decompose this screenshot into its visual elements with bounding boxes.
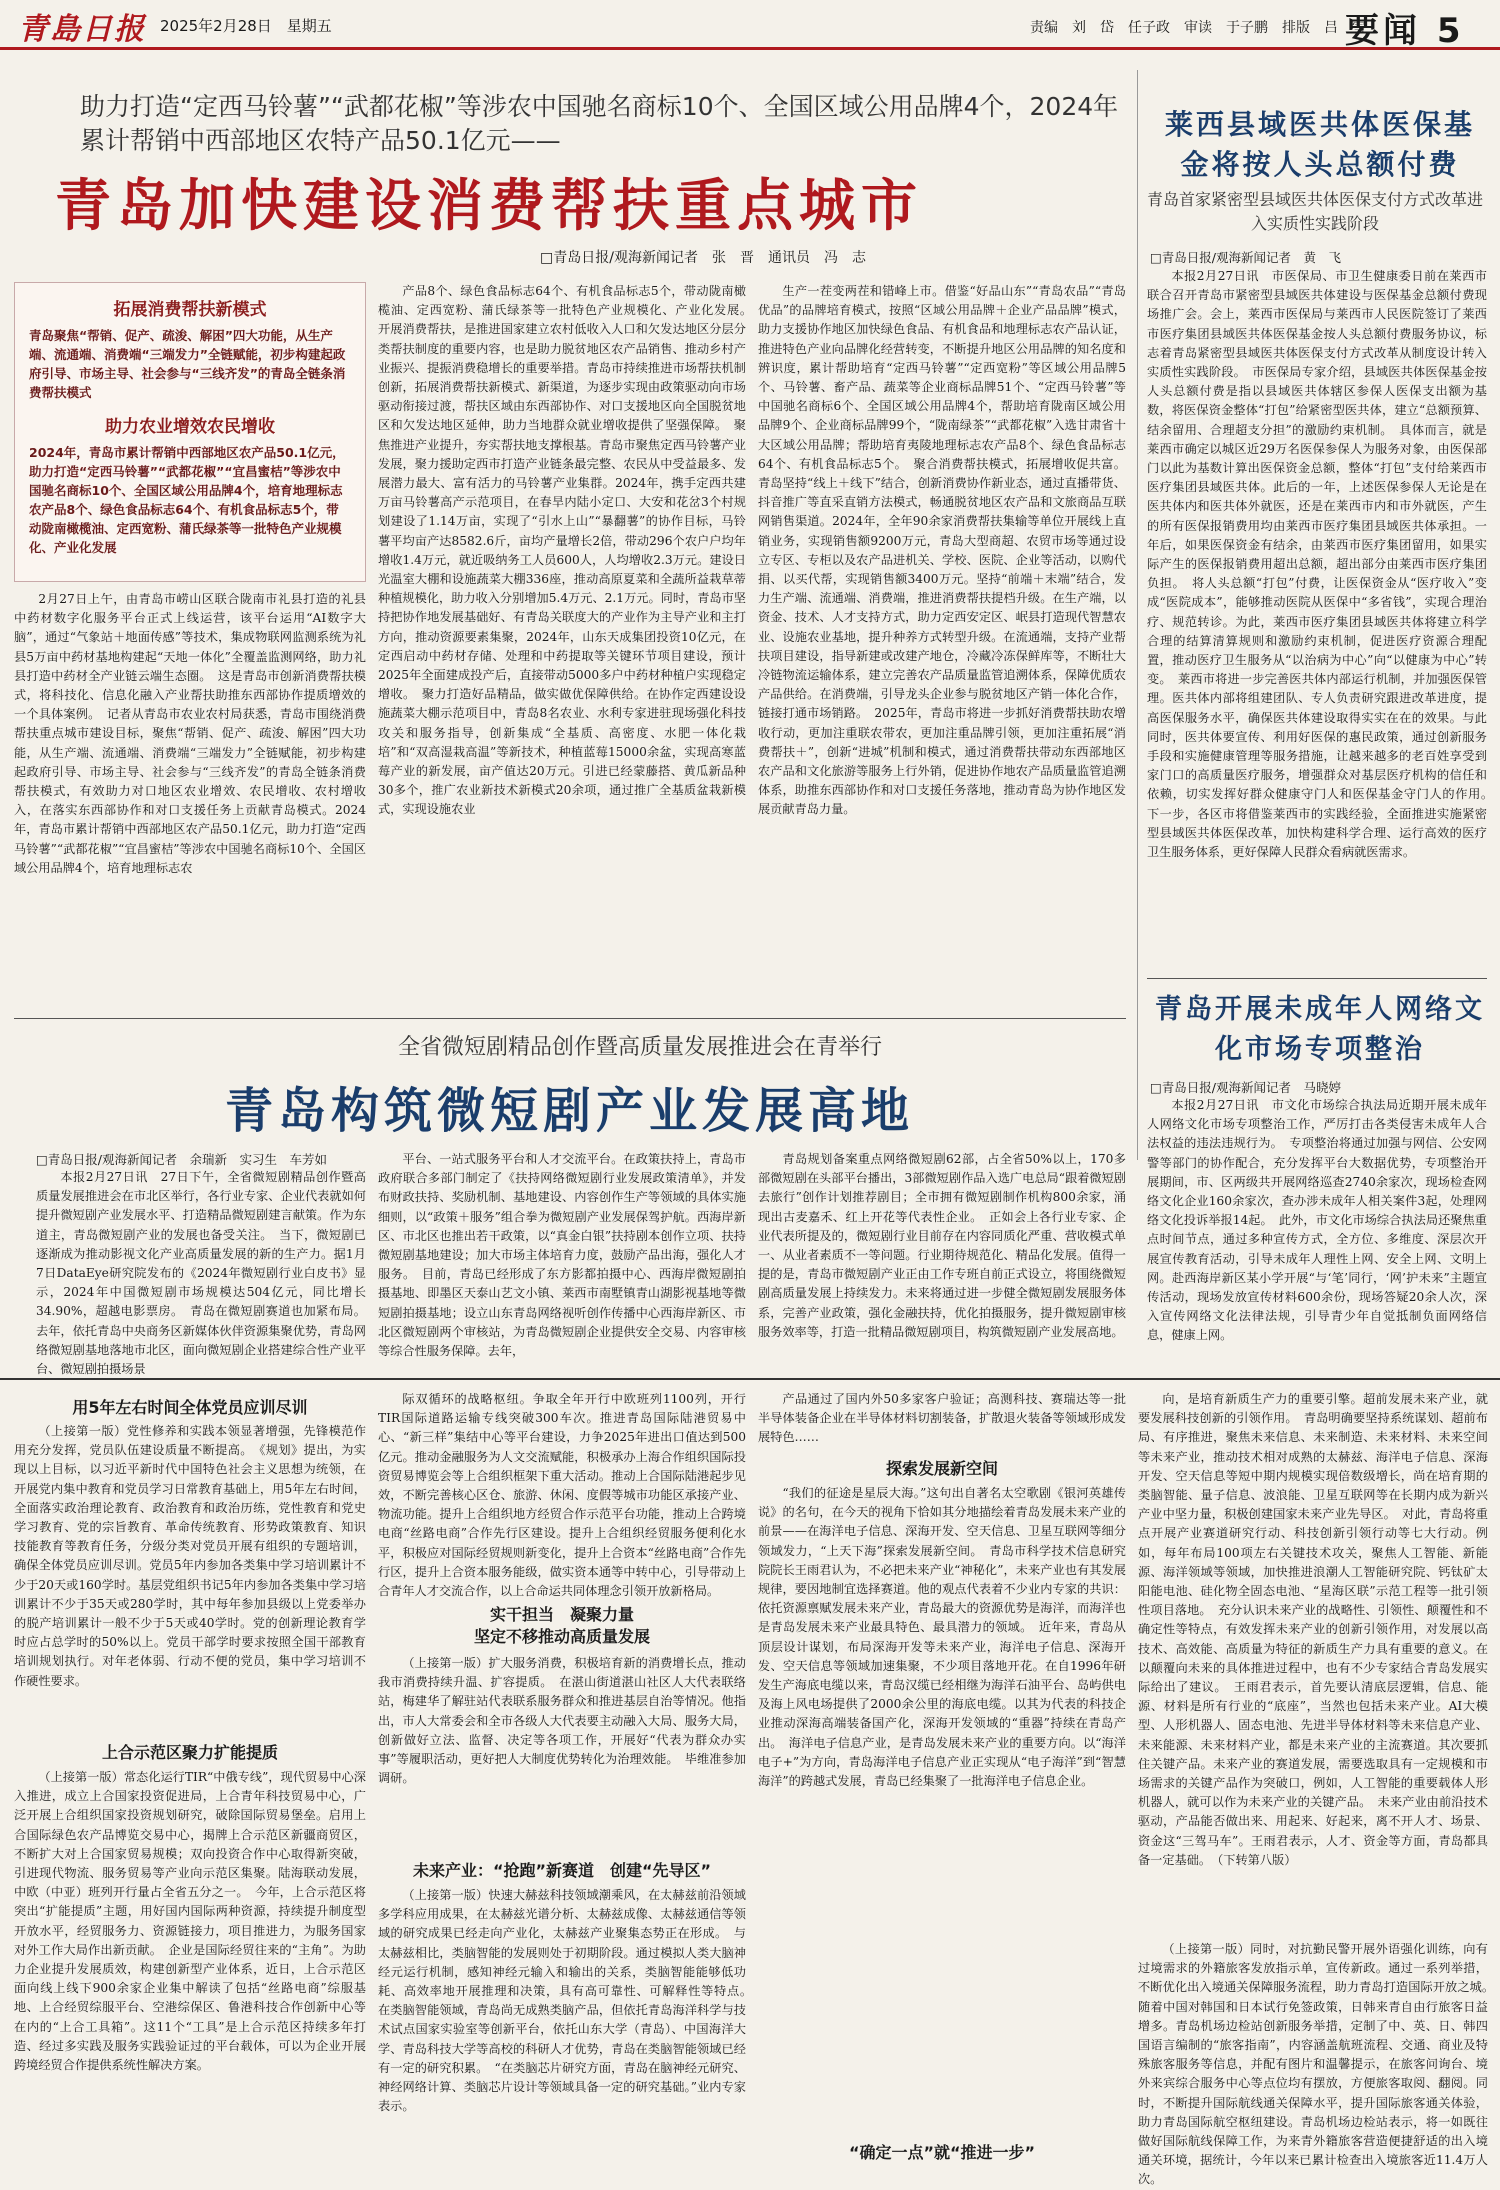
bottom-d-body: 向，是培育新质生产力的重要引擎。超前发展未来产业，就要发展科技创新的引领作用。 青岛明确要坚持系统谋划、超前布局、有序推进，聚焦未来信息、未来制造、未来材料、未来空间等未来产业，推动技术相对成熟的太赫兹、海洋电子信息、深海开发、空天信息等短中期内规模实现倍数级增长，尚在培育期的类脑智能、量子信息、波浪能、卫星互联网等在长期内成为新兴产业中坚力量，积极创建国家未来产业先导区。 对此，青岛将重点开展产业赛道研究行动、科技创新引领行动等七大行动。例如，每年布局100项左右关键技术攻关，聚焦人工智能、新能源、海洋领域等领域，加快推进浪潮人工智能研究院、钙钛矿太阳能电池、硅化物全固态电池、“星海区联”示范工程等一批引领性项目落地。 充分认识未来产业的战略性、引领性、颠覆性和不确定性等特点，有效发挥未来产业的创新引领作用，对发展以高技术、高效能、高质量为特征的新质生产力具有重要的意义。在以颠覆向未来的具体推进过程中，也有不少专家结合青岛发展实际给出了建议。 王雨君表示，首先要认清底层逻辑，信息、能源、材料是所有行业的“底座”，当然也包括未来产业。AI大模型、人形机器人、固态电池、先进半导体材料等未来信息产业、未来能源、未来材料产业，都是未来产业的主流赛道。其次要抓住关键产品。未来产业的赛道发展，需要选取具有一定规模和市场需求的关键产品作为突破口，例如，人工智能的重要载体人形机器人，就可以作为未来产业的关键产品。 未来产业由前沿技术驱动，产品能否做出来、用起来、好起来，离不开人才、场景、资金这“三驾马车”。王雨君表示，人才、资金等方面，青岛都具备一定基础。 （下转第八版） <box>1138 1392 1488 1867</box>
summary-text-1: 青岛聚焦“帮销、促产、疏浚、解困”四大功能，从生产端、流通端、消费端“三端发力”全链赋能，初步构建起政府引导、市场主导、社会参与“三线齐发”的青岛全链条消费帮扶模式 <box>29 328 346 400</box>
story2-byline: □青岛日报/观海新闻记者 余瑞新 实习生 车芳如 <box>36 1152 328 1167</box>
bottom-b-body-2: （上接第一版）扩大服务消费，积极培育新的消费增长点，推动我市消费持续升温、扩容提质。 在湛山街道湛山社区人大代表联络站，梅建华了解驻站代表联系服务群众和推进基层自治等情况。他指出，市人大常委会和全市各级人大代表要主动融入大局、服务大局，创新做好立法、监督、决定等各项工作，开展好“代表为群众办实事”等履职活动，更好把人大制度优势转化为治理效能。 毕维准参加调研。 <box>378 1656 746 1786</box>
bottom-a-title-2: 上合示范区聚力扩能提质 <box>101 1743 278 1762</box>
lead-column-3: 生产一茬变两茬和错峰上市。借鉴“好品山东”“青岛农品”“青岛优品”的品牌培育模式，按照“区域公用品牌＋企业产品品牌”模式，助力支援协作地区加快绿色食品、有机食品和地理标志农产品认证，推进特色产业向品牌化经营转变，不断提升地区公用品牌的知名度和辨识度，累计帮助培育“定西马铃薯”“定西宽粉”等区域公用品牌5个、马铃薯、畜产品、蔬菜等企业商标品牌51个、“定西马铃薯”等中国驰名商标6个、全国区域公用品牌4个，帮助培育陇南区域公用品牌9个、企业商标品牌99个，“陇南绿茶”“武都花椒”入选甘肃省十大区域公用品牌；帮助培育夷陵地理标志农产品8个、绿色食品标志64个、有机食品标志5个。 聚合消费帮扶模式，拓展增收促共富。青岛坚持“线上＋线下”结合，创新消费协作新业态，通过直播带货、抖音推广等直采直销方法模式，畅通脱贫地区农产品和文旅商品互联网销售渠道。2024年，全年90余家消费帮扶集输等单位开展线上直销业务，实现销售额9200万元，青岛大型商超、农贸市场等通过设立专区、专柜以及农产品进机关、学校、医院、企业等活动，以购代捐、以买代帮，实现销售额3400万元。坚持“前端＋末端”结合，发力生产端、流通端、消费端，推进消费帮扶提档升级。在生产端，以资金、技术、人才支持方式，助力定西安定区、岷县打造现代智慧农业、设施农业基地，提升种养方式转型升级。在流通端，支持产业帮扶项目建设，指导新建或改建产地仓，冷藏冷冻保鲜库等，不断壮大冷链物流运输体系，建立完善农产品质量监管追溯体系，保障优质农产品供给。在消费端，引导龙头企业参与脱贫地区产销一体化合作，链接打通市场销路。 2025年，青岛市将进一步抓好消费帮扶助农增收行动，更加注重联农带农，更加注重品牌引领，更加注重拓展“消费帮扶＋”，创新“进城”机制和模式，通过消费帮扶带动东西部地区农产品和文化旅游等服务上行外销，促进协作地农产品质量监管追溯体系，助推东西部协作和对口支援任务落地，推动青岛为协作地区发展贡献青岛力量。 <box>758 284 1126 817</box>
story2-column-3: 青岛规划备案重点网络微短剧62部，占全省50%以上，170多部微短剧在头部平台播出，3部微短剧作品入选广电总局“跟着微短剧去旅行”创作计划推荐剧目；全市拥有微短剧制作机构800余家，涌现出古麦嘉禾、红上开花等代表性企业。 正如会上各行业专家、企业代表所提及的，微短剧行业目前存在内容同质化严重、营收模式单一、从业者素质不一等问题。行业期待规范化、精品化发展。值得一提的是，青岛市微短剧产业正由工作专班自前正式设立，将围绕微短剧高质量发展上持续发力。未来将通过进一步健全微短剧发展服务体系，完善产业政策，强化金融扶持，优化拍摄服务，提升微短剧审核服务效率等，打造一批精品微短剧项目，构筑微短剧产业发展高地。 <box>758 1152 1126 1339</box>
lead-headline: 青岛加快建设消费帮扶重点城市 <box>55 173 923 239</box>
bottom-b-body-3: （上接第一版）快速大赫兹科技领域潮乘风，在太赫兹前沿领域多学科应用成果，在太赫兹光谱分析、太赫兹成像、太赫兹通信等领域的研究成果已经走向产业化，太赫兹产业聚集态势正在形成。 与太赫兹相比，类脑智能的发展则处于初期阶段。通过模拟人类大脑神经元运行机制，感知神经元输入和输出的关系，类脑智能能够低功耗、高效率地开展推理和决策，具有高可靠性、可解释性等特点。 在类脑智能领域，青岛尚无成熟类脑产品，但依托青岛海洋科学与技术试点国家实验室等创新平台，依托山东大学（青岛）、中国海洋大学、青岛科技大学等高校的科研人才优势，青岛在类脑智能领域已经有一定的研究积累。 “在类脑芯片研究方面，青岛在脑神经元研究、神经网络计算、类脑芯片设计等领域具备一定的研究基础。”业内专家表示。 <box>378 1888 759 2114</box>
divider <box>1147 978 1487 979</box>
story2-headline: 青岛构筑微短剧产业发展高地 <box>225 1083 915 1139</box>
lead-summary-box <box>14 282 366 582</box>
masthead <box>0 0 1500 50</box>
bottom-d-body-2: （上接第一版）同时，对抗勤民警开展外语强化训练，向有过境需求的外籍旅客发放指示单，宣传新政。通过一系列举措，不断优化出入境通关保障服务流程，助力青岛打造国际开放之城。 随着中国对韩国和日本试行免签政策，日韩来青自由行旅客日益增多。青岛机场边检站创新服务举措，定制了中、英、日、韩四国语言编制的“旅客指南”，内容涵盖航班流程、交通、商业及特殊旅客服务等信息，并配有图片和温馨提示，在旅客问询台、境外来宾综合服务中心等点位均有摆放，方便旅客取阅、翻阅。同时，不断提升国际航线通关保障水平，提升国际旅客通关体验，助力青岛国际航空枢纽建设。青岛机场边检站表示，将一如既往做好国际航线保障工作，为来青外籍旅客营造便捷舒适的出入境通关环境，据统计，今年以来已累计检查出入境旅客近11.4万人次。 <box>1138 1942 1500 2187</box>
summary-title-2: 助力农业增效农民增收 <box>105 417 275 437</box>
bottom-c-body-2: “我们的征途是星辰大海。”这句出自著名太空歌剧《银河英雄传说》的名句，在今天的视角下恰如其分地描绘着青岛发展未来产业的前景——在海洋电子信息、深海开发、空天信息、卫星互联网等细分领域发力，“上天下海”探索发展新空间。 青岛市科学技术信息研究院院长王雨君认为，不必把未来产业“神秘化”，未来产业也有其发展规律，要因地制宜选择赛道。他的观点代表着不少业内专家的共识：依托资源禀赋发展未来产业，青岛最大的资源优势是海洋，而海洋也是青岛发展未来产业最具特色、最具潜力的领域。 近年来，青岛从顶层设计谋划，布局深海开发等未来产业，海洋电子信息、深海开发、空天信息等领域加速集聚，不少项目落地开花。在自1996年研发生产海底电缆以来，青岛汉缆已经相继为海洋石油平台、岛屿供电及海上风电场提供了2000余公里的海底电缆。以其为代表的科技企业推动深海高端装备国产化，深海开发领域的“重器”持续在青岛产出。 海洋电子信息产业，是青岛发展未来产业的重要方向。以“海洋电子+”为方向，青岛海洋电子信息产业正实现从“电子海洋”到“智慧海洋”的跨越式发展，青岛已经集聚了一批海洋电子信息企业。 <box>758 1486 1126 1789</box>
issue-date: 2025年2月28日 星期五 <box>160 17 332 35</box>
column-divider <box>1137 70 1138 1160</box>
story2-column-1: 本报2月27日讯 27日下午，全省微短剧精品创作暨高质量发展推进会在市北区举行，各行业专家、企业代表就如何提升微短剧产业发展水平、打造精品微短剧建言献策。作为东道主，青岛微短剧产业的发展也备受关注。 当下，微短剧已逐渐成为推动影视文化产业高质量发展的新的生产力。据1月7日DataEye研究院发布的《2024年微短剧行业白皮书》显示，2024年中国微短剧市场规模达504亿元，同比增长34.90%，超越电影票房。 青岛在微短剧赛道也加紧布局。去年，依托青岛中央商务区新媒体伙伴资源集聚优势，青岛网络微短剧基地落地市北区，面向微短剧企业搭建综合性产业平台、微短剧拍摄场景 <box>36 1170 366 1377</box>
lead-column-1: 2月27日上午，由青岛市崂山区联合陇南市礼县打造的礼县中药材数字化服务平台正式上线运营，该平台运用“AI数字大脑”，通过“气象站＋地面传感”等技术，集成物联网监测系统为礼县5万亩中药材基地构建起“天地一体化”全覆盖监测网络，助力礼县打造中药材全产业链云端生态圈。 这是青岛市创新消费帮扶模式，将科技化、信息化融入产业帮扶助推东西部协作提质增效的一个具体案例。 记者从青岛市农业农村局获悉，青岛市围绕消费帮扶重点城市建设目标，聚焦“帮销、促产、疏浚、解困”四大功能，从生产端、流通端、消费端“三端发力”全链赋能，初步构建起政府引导、市场主导、社会参与“三线齐发”的青岛全链条消费帮扶模式，有效助力对口地区农业增效、农民增收、农村增收入，在落实东西部协作和对口支援任务上贡献青岛模式。2024年，青岛市累计帮销中西部地区农产品50.1亿元，助力打造“定西马铃薯”“武都花椒”“宜昌蜜桔”等涉农中国驰名商标10个、全国区域公用品牌4个，培育地理标志农 <box>14 592 366 875</box>
lead-byline: □青岛日报/观海新闻记者 张 晋 通讯员 冯 志 <box>540 250 866 266</box>
bottom-b-title-2: 未来产业：“抢跑”新赛道 创建“先导区” <box>412 1861 712 1880</box>
bottom-c-body: 产品通过了国内外50多家客户验证；高测科技、赛瑞达等一批半导体装备企业在半导体材料切割装备，扩散退火装备等领域形成发展特色…… <box>758 1392 1126 1445</box>
section-title: 要闻 5 <box>1345 11 1465 51</box>
editors-line: 责编 刘 岱 任子政 审读 于子鹏 排版 吕 雪 <box>1030 20 1366 36</box>
story2-column-2: 平台、一站式服务平台和人才交流平台。在政策扶持上，青岛市政府联合多部门制定了《扶持网络微短剧行业发展政策清单》，并发布财政扶持、奖励机制、基地建设、内容创作生产等领域的具体实施细则，以“政策＋服务”组合拳为微短剧产业发展保驾护航。西海岸新区、市北区也推出若干政策，以“真金白银”扶持剧本创作立项、扶持微短剧基地建设；加大市场主体培育力度，鼓励产品出海，强化人才服务。 目前，青岛已经形成了东方影都拍摄中心、西海岸微短剧拍摄基地、即墨区天泰山艺文小镇、莱西市南墅镇青山湖影视基地等微短剧拍摄基地；设立山东青岛网络视听创作传播中心西海岸新区、市北区微短剧两个审核站，为青岛微短剧企业提供安全交易、内容审核等综合性服务保障。去年， <box>378 1152 746 1359</box>
right-story1-headline: 莱西县域医共体医保基金将按人头总额付费 <box>1164 108 1475 181</box>
right-story2-body: 本报2月27日讯 市文化市场综合执法局近期开展未成年人网络文化市场专项整治工作，严厉打击各类侵害未成年人合法权益的违法违规行为。 专项整治将通过加强与网信、公安网警等部门的协作配合，充分发挥平台大数据优势，专项整治开展期间，市、区两级共开展网络巡查2740余家次，现场检查网络文化企业160余家次，查办涉未成年人相关案件3起，处理网络文化投诉举报14起。 此外，市文化市场综合执法局还聚焦重点时间节点，通过多种宣传方式，全方位、多维度、深层次开展宣传教育活动，引导未成年人理性上网、安全上网、文明上网。赴西海岸新区某小学开展“与‘笔’同行，‘网’护未来”主题宣传活动，现场发放宣传材料600余份，现场答疑20余人次，深入宣传网络文化法律法规，引导青少年自觉抵制负面网络信息，健康上网。 <box>1147 1098 1487 1343</box>
right-story2-byline: □青岛日报/观海新闻记者 马晓婷 <box>1150 1080 1342 1095</box>
story2-kicker: 全省微短剧精品创作暨高质量发展推进会在青举行 <box>397 1035 882 1060</box>
lead-kicker: 助力打造“定西马铃薯”“武都花椒”等涉农中国驰名商标10个、全国区域公用品牌4个，2024年累计帮销中西部地区农特产品50.1亿元—— <box>80 92 1119 155</box>
summary-title-1: 拓展消费帮扶新模式 <box>113 300 267 320</box>
bottom-c-title: 探索发展新空间 <box>885 1459 998 1478</box>
bottom-a-body: （上接第一版）党性修养和实践本领显著增强，先锋模范作用充分发挥，党员队伍建设质量不断提高。 《规划》提出，为实现以上目标，以习近平新时代中国特色社会主义思想为统领，在开展党内集中教育和党员学习日常教育基础上，用5年左右时间，全面落实政治理论教育、政治教育和政治历练，党性教育和党史学习教育、党的宗旨教育、革命传统教育、形势政策教育、知识技能教育等教育任务，分级分类对党员开展有组织的专题培训，确保全体党员应训尽训。党员5年内参加各类集中学习培训累计不少于20天或160学时。基层党组织书记5年内参加各类集中学习培训累计不少于35天或280学时，其中每年参加县级以上党委举办的脱产培训累计一般不少于5天或40学时。党的创新理论教育学时应占总学时的50%以上。党员干部学时要求按照全国干部教育培训规划执行。对年老体弱、行动不便的党员，集中学习培训不作硬性要求。 <box>14 1424 366 1688</box>
bottom-a-title: 用5年左右时间全体党员应训尽训 <box>72 1398 308 1417</box>
newspaper-logo: 青島日报 <box>18 12 146 47</box>
right-story1-subhead: 青岛首家紧密型县域医共体医保支付方式改革进入实质性实践阶段 <box>1146 190 1483 233</box>
bottom-b-title: 实干担当 凝聚力量 坚定不移推动高质量发展 <box>473 1605 650 1646</box>
right-story1-body: 本报2月27日讯 市医保局、市卫生健康委日前在莱西市联合召开青岛市紧密型县域医共体建设与医保基金总额付费现场推广会。会上，莱西市医保局与莱西市人民医院签订了莱西市医疗集团县域医共体医保基金按人头总额付费服务协议，标志着青岛紧密型县域医共体医保支付方式改革从制度设计转入实质性实践阶段。 市医保局专家介绍，县域医共体医保基金按人头总额付费是指以县域医共体辖区参保人医保支出额为基数，将医保资金整体“打包”给紧密型医共体，建立“总额预算、结余留用、合理超支分担”的激励约束机制。 具体而言，就是莱西市确定以城区近29万名医保参保人为服务对象，由医保部门以此为基数计算出医保资金总额，整体“打包”支付给莱西市医疗集团县域医共体。此后的一年，上述医保参保人无论是在医共体内和医共体外就医，还是在莱西市内和市外就医，产生的所有医保报销费用均由莱西市医疗集团县域医共体承担。一年后，如果医保资金有结余，由莱西市医疗集团留用，如果实际产生的医保报销费用超出总额，超出部分由莱西市医疗集团负担。 将人头总额“打包”付费，让医保资金从“医疗收入”变成“医院成本”，能够推动医院从医保中“多省钱”，实现合理治疗、规范转诊。为此，莱西市医疗集团县域医共体将建立科学合理的结算清算规则和激励约束机制，促进医疗资源合理配置，推动医疗卫生服务从“以治病为中心”向“以健康为中心”转变。 莱西市将进一步完善医共体内部运行机制，并加强医保管理。医共体内部将组建团队、专人负责研究跟进改革进度，提高医保服务水平，确保医共体建设取得实实在在的效果。与此同时，医共体要宣传、利用好医保的惠民政策，通过创新服务手段和实施健康管理等服务措施，让越来越多的老百姓享受到家门口的高质量医疗服务，增强群众对基层医疗机构的信任和依赖，切实发挥好群众健康守门人和医保基金守门人的作用。 下一步，各区市将借鉴莱西市的实践经验，全面推进实施紧密型县域医共体医保改革，加快构建科学合理、运行高效的医疗卫生服务体系，更好保障人民群众看病就医需求。 <box>1147 269 1500 860</box>
bottom-a-body-2: （上接第一版）常态化运行TIR“中俄专线”，现代贸易中心深入推进，成立上合国家投资促进局，上合青年科技贸易中心，广泛开展上合组织国家投资规划研究，破除国际贸易堡垒。启用上合国际绿色农产品博览交易中心，揭牌上合示范区新疆商贸区，不断扩大对上合国家贸易规模；双向投资合作中心取得新突破，引进现代物流、服务贸易等产业向示范区集聚。陆海联动发展，中欧（中亚）班列开行量占全省五分之一。 今年，上合示范区将突出“扩能提质”主题，用好国内国际两种资源，持续提升制度型开放水平，经贸服务力、资源链接力，项目推进力，为服务国家对外工作大局作出新贡献。 企业是国际经贸往来的“主角”。为助力企业提升发展质效，构建创新型产业体系，近日，上合示范区面向线上线下900余家企业集中解读了包括“丝路电商”综服基地、上合经贸综服平台、空港综保区、鲁港科技合作创新中心等在内的“上合工具箱”。这11个“工具”是上合示范区持续多年打造、经过多实践及服务实践验证过的平台载体，可以为企业开展跨境经贸合作提供系统性解决方案。 <box>14 1770 366 2073</box>
bottom-d-title: “确定一点”就“推进一步” <box>848 2143 1036 2162</box>
section-divider <box>0 1378 1500 1380</box>
right-story2-headline: 青岛开展未成年人网络文化市场专项整治 <box>1155 994 1485 1065</box>
right-story1-byline: □青岛日报/观海新闻记者 黄 飞 <box>1150 250 1342 265</box>
lead-column-2: 产品8个、绿色食品标志64个、有机食品标志5个，带动陇南橄榄油、定西宽粉、蒲氏绿茶等一批特色产业规模化、产业化发展。 开展消费帮扶，是推进国家建立农村低收入人口和欠发达地区分层分类帮扶制度的重要内容，也是助力脱贫地区农产品销售、推动乡村产业振兴、提振消费稳增长的重要举措。青岛市持续推进市场帮扶机制创新，拓展消费帮扶新模式、新渠道，为逐步实现由政策驱动向市场驱动衔接过渡，帮扶区域由东西部协作、对口支援地区向全国脱贫地区和欠发达地区延伸，助力当地群众就业增收提供了坚强保障。 聚焦推进产业提升，夯实帮扶地支撑根基。青岛市聚焦定西马铃薯产业发展，聚力援助定西市打造产业链条最完整、农民从中受益最多、发展潜力最大、富有活力的马铃薯产业集群。2024年，携手定西共建万亩马铃薯高产示范项目，在春旱内陆小定口、大安和花岔3个村规划建设了1.14万亩，实现了“引水上山”“暴翻薯”的协作目标，马铃薯平均亩产达8582.6斤，亩均产量增长2倍，带动296个农户户均年增收1.4万元，就近吸纳务工人员600人，人均增收2.3万元。建设日光温室大棚和设施蔬菜大棚336座，推动高原夏菜和全蔬所益栽草蒂种植规模化，助力收入分别增加5.4万元、2.1万元。同时，青岛市坚持把协作地发展基础好、有青岛关联度大的产业作为主导产业和主打方向，推动资源要素集聚，2024年，山东天成集团投资10亿元，在定西启动中药材存储、处理和中药提取等关键环节项目建设，预计2025年全面建成投产后，直接带动5000多户中药材种植户实现稳定增收。 聚力打造好品精品，做实做优保障供给。在协作定西建设设施蔬菜大棚示范项目中，青岛8名农业、水利专家进驻现场强化科技攻关和服务指导，创新集成“全基质、高密度、水肥一体化栽培”和“双高湿栽高温”等新技术，种植蓝莓15000余盆，实现高寒蓝莓产业的新发展，亩产值达20万元。引进已经蒙藤搭、黄瓜新品种30多个，推广农业新技术新模式20余项，通过推广全基质盆栽新模式，实现设施农业 <box>378 284 759 817</box>
bottom-b-body: 际双循环的战略枢纽。争取全年开行中欧班列1100列，开行TIR国际道路运输专线突破300车次。推进青岛国际陆港贸易中心、“新三样”集结中心等平台建设，力争2025年进出口值达到500亿元。推动金融服务为人文交流赋能，积极承办上海合作组织国际投资贸易博览会等上合组织框架下重大活动。推动上合国际陆港起步见效，不断完善核心区仓、旅游、休闲、度假等城市功能区承接产业、物流功能。提升上合组织地方经贸合作示范平台功能，推动上合跨境电商“丝路电商”合作先行区建设。提升上合组织经贸服务便利化水平，积极应对国际经贸规则新变化，提升上合资本“丝路电商”合作先行区，提升上合资本服务能级，做实资本通等中转中心，引导带动上合青年人才交流合作，以上合命运共同体理念引领开放新格局。 <box>378 1392 746 1599</box>
summary-text-2: 2024年，青岛市累计帮销中西部地区农产品50.1亿元，助力打造“定西马铃薯”“武都花椒”“宜昌蜜桔”等涉农中国驰名商标10个、全国区域公用品牌4个，培育地理标志农产品8个、绿色食品标志64个、有机食品标志5个，带动陇南橄榄油、定西宽粉、蒲氏绿茶等一批特色产业规模化、产业化发展 <box>29 445 345 555</box>
divider <box>14 1018 1126 1019</box>
